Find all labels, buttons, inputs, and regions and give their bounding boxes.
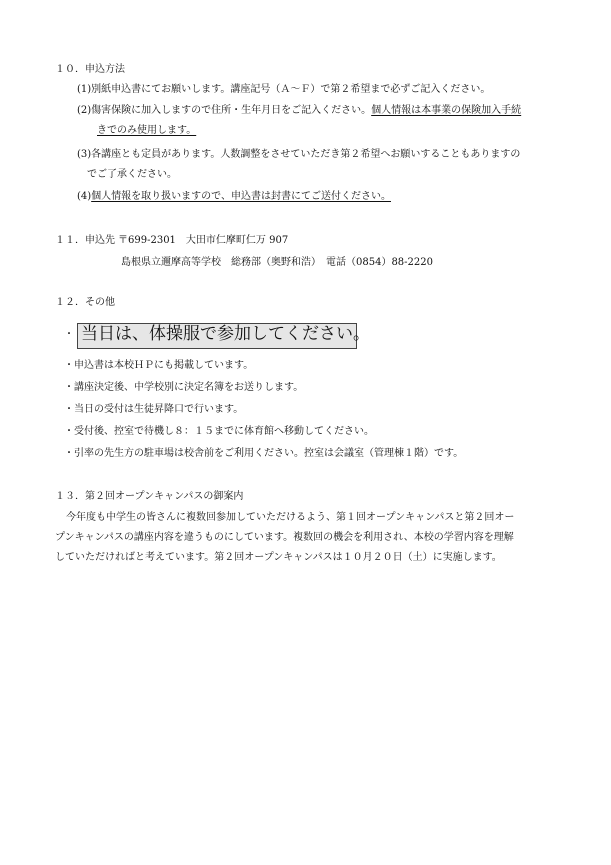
- section-11-heading: １１．申込先: [55, 235, 115, 246]
- item-2-text: (2)傷害保険に加入しますので住所・生年月日をご記入ください。: [77, 105, 372, 116]
- list-item: 引率の先生方の駐車場は校舎前をご利用ください。控室は会議室（管理棟１階）です。: [74, 448, 464, 459]
- list-item: 申込書は本校ＨＰにも掲載しています。: [74, 360, 254, 371]
- section-10-item-2-continued: きでのみ使用します。: [97, 125, 197, 136]
- list-bullet: ・: [64, 426, 74, 437]
- list-item: 講座決定後、中学校別に決定名簿をお送りします。: [74, 382, 304, 393]
- list-bullet: ・: [64, 404, 74, 415]
- list-bullet: ・: [64, 448, 74, 459]
- section-13-paragraph-line-3: していただければと考えています。第２回オープンキャンパスは１０月２０日（土）に実施します。: [55, 552, 502, 563]
- item-2-underlined: 個人情報は本事業の保険加入手続: [371, 105, 522, 116]
- section-11-school: 島根県立邇摩高等学校 総務部（奥野和浩） 電話（0854）88-2220: [121, 257, 434, 268]
- highlight-box: [77, 323, 370, 349]
- section-13-heading: １３．第２回オープンキャンパスの御案内: [55, 491, 244, 502]
- section-10-item-3-continued: でご了承ください。: [87, 169, 177, 180]
- section-10-heading: １０．申込方法: [55, 64, 125, 75]
- section-11-address: 〒699-2301 大田市仁摩町仁万 907: [118, 235, 289, 246]
- list-bullet: ・: [64, 382, 74, 393]
- section-10-item-3: (3)各講座とも定員があります。人数調整をさせていただき第２希望へお願いすることもありますの: [77, 149, 521, 160]
- highlight-bullet: ・: [64, 329, 74, 340]
- highlight-text: 当日は、体操服で参加してください。: [81, 324, 370, 344]
- section-13-paragraph-line-2: プンキャンパスの講座内容を違うものにしています。複数回の機会を利用され、本校の学習内容を理解: [55, 532, 514, 543]
- section-13-paragraph-line-1: 今年度も中学生の皆さんに複数回参加していただけるよう、第１回オープンキャンパスと第２回オー: [66, 512, 515, 523]
- section-12-heading: １２．その他: [55, 297, 115, 308]
- section-10-item-1: (1)別紙申込書にてお願いします。講座記号（Ａ～Ｆ）で第２希望まで必ずご記入ください。: [77, 84, 491, 95]
- item-4-underlined: 個人情報を取り扱いますので、申込書は封書にてご送付ください。: [91, 191, 391, 202]
- section-10-item-4: [77, 192, 391, 202]
- list-bullet: ・: [64, 360, 74, 371]
- section-10-item-2: [77, 106, 521, 116]
- list-item: 受付後、控室で待機し８：１５までに体育館へ移動してください。: [74, 426, 374, 437]
- item-4-number: (4): [77, 191, 92, 202]
- list-item: 当日の受付は生徒昇降口で行います。: [74, 404, 244, 415]
